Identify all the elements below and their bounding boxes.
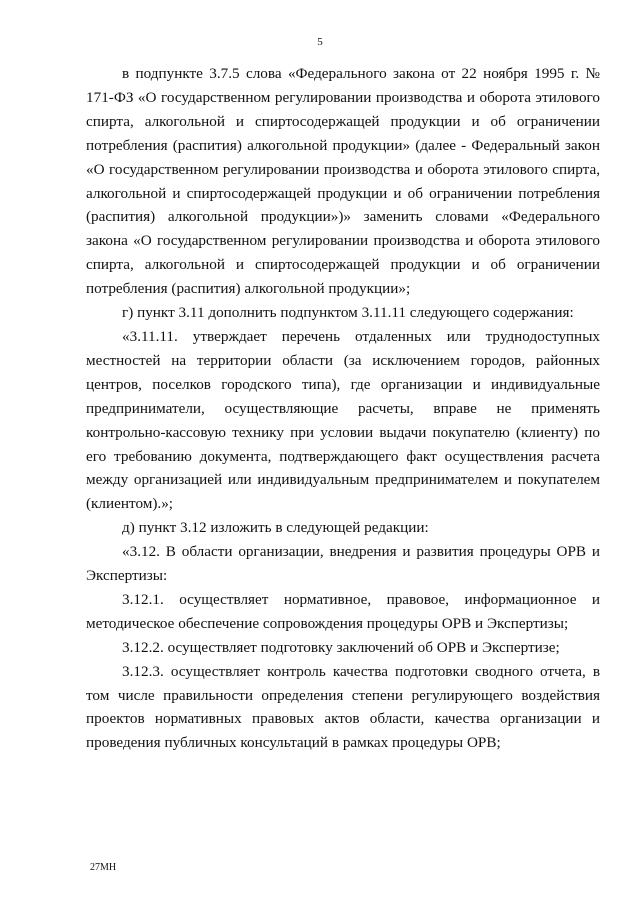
page-number: 5 bbox=[317, 36, 323, 48]
paragraph-3-12-2: 3.12.2. осуществляет подготовку заключений об ОРВ и Экспертизе; bbox=[122, 638, 560, 656]
paragraph-item-g: г) пункт 3.11 дополнить подпунктом 3.11.11 следующего содержания: bbox=[122, 304, 574, 322]
document-body bbox=[86, 62, 600, 755]
paragraph-3-12-3: 3.12.3. осуществляет контроль качества подготовки сводного отчета, в том числе правильности определения степени регулирующего воздействия проектов нормативных правовых актов области, качества организации и проведения публичных консультаций в рамках процедуры ОРВ; bbox=[86, 662, 600, 752]
paragraph-subclause-3-7-5: в подпункте 3.7.5 слова «Федерального закона от 22 ноября 1995 г. № 171-ФЗ «О государственном регулировании производства и оборота этилового спирта, алкогольной и спиртосодержащей продукции и об ограничении потребления (распития) алкогольной продукции» (далее - Федеральный закон «О государственном регулировании производства и оборота этилового спирта, алкогольной и спиртосодержащей продукции и об ограничении потребления (распития) алкогольной продукции»)» заменить словами «Федерального закона «О государственном регулировании производства и оборота этилового спирта, алкогольной и спиртосодержащей продукции и об ограничении потребления (распития) алкогольной продукции»; bbox=[86, 65, 600, 298]
paragraph-3-12-1: 3.12.1. осуществляет нормативное, правовое, информационное и методическое обеспечение сопровождения процедуры ОРВ и Экспертизы; bbox=[86, 590, 600, 632]
paragraph-item-d: д) пункт 3.12 изложить в следующей редакции: bbox=[122, 519, 429, 537]
paragraph-3-11-11: «3.11.11. утверждает перечень отдаленных или труднодоступных местностей на территории области (за исключением городов, районных центров, поселков городского типа), где организации и индивидуальные предприниматели, осуществляющие расчеты, вправе не применять контрольно-кассовую технику при условии выдачи покупателю (клиенту) по его требованию документа, подтверждающего факт осуществления расчета между организацией или индивидуальным предпринимателем и покупателем (клиентом).»; bbox=[86, 327, 600, 513]
paragraph-3-12: «3.12. В области организации, внедрения и развития процедуры ОРВ и Экспертизы: bbox=[86, 543, 600, 585]
document-code: 27МН bbox=[90, 862, 117, 873]
